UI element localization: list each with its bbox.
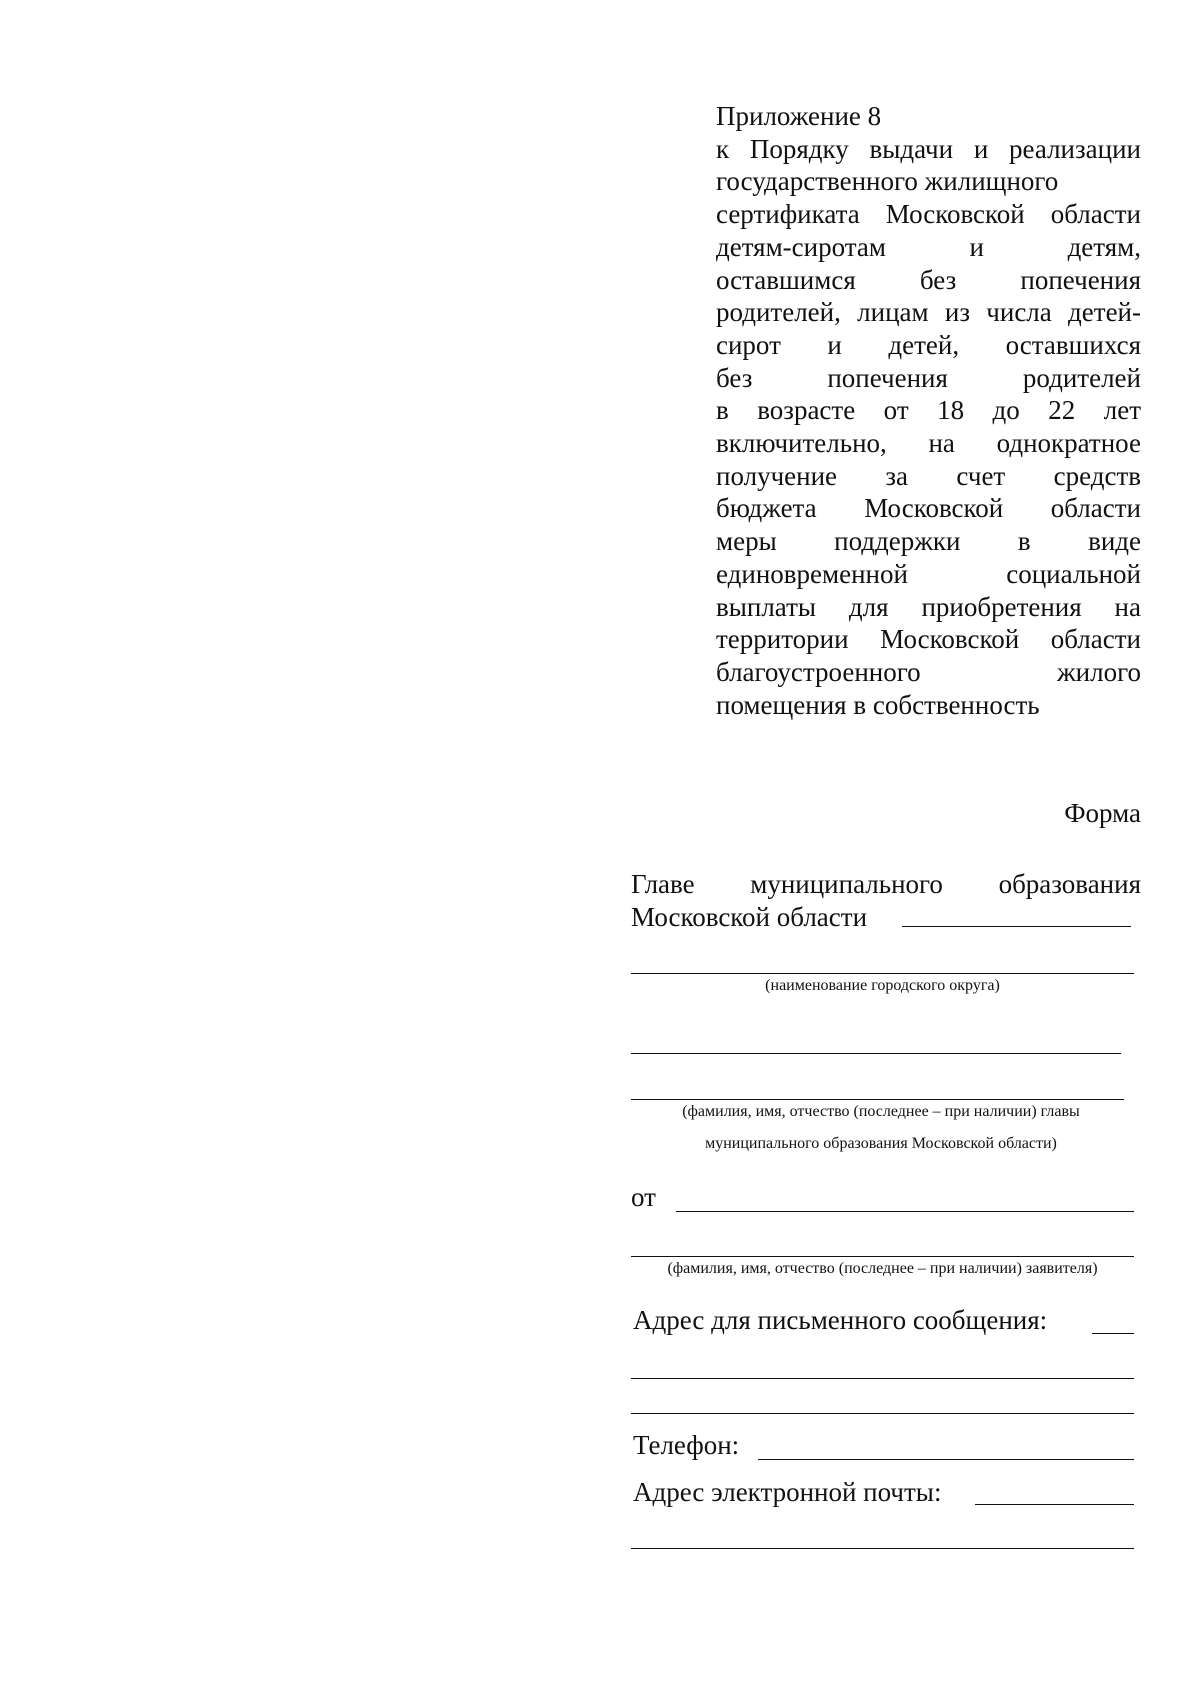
postal-address-line-3[interactable] xyxy=(631,1413,1134,1414)
appendix-line: сертификата Московской области xyxy=(716,199,1141,230)
appendix-line: к Порядку выдачи и реализации xyxy=(716,133,1141,164)
appendix-line: территории Московской области xyxy=(716,624,1141,655)
municipality-name-line[interactable] xyxy=(631,973,1134,974)
appendix-line: родителей, лицам из числа детей- xyxy=(716,297,1141,328)
municipality-caption: (наименование городского округа) xyxy=(765,977,1000,994)
appendix-line: сирот и детей, оставшихся xyxy=(716,329,1141,360)
appendix-line: выплаты для приобретения на xyxy=(716,591,1141,622)
addressee-line-2: Московской области xyxy=(631,902,868,932)
appendix-line: получение за счет средств xyxy=(716,460,1141,491)
appendix-line: благоустроенного жилого xyxy=(716,656,1141,687)
appendix-line: оставшимся без попечения xyxy=(716,264,1141,295)
head-caption-line-1: (фамилия, имя, отчество (последнее – при наличии) главы xyxy=(682,1103,1080,1120)
municipality-name-line-short[interactable] xyxy=(902,926,1131,927)
head-name-line-1[interactable] xyxy=(631,1053,1121,1054)
postal-address-line-1[interactable] xyxy=(1092,1333,1134,1334)
appendix-line: единовременной социальной xyxy=(716,558,1141,589)
email-line-1[interactable] xyxy=(975,1504,1134,1505)
appendix-header xyxy=(716,100,1141,721)
applicant-name-caption: (фамилия, имя, отчество (последнее – при наличии) заявителя) xyxy=(667,1260,1098,1277)
addressee-line-1: Главе муниципального образования xyxy=(631,869,1141,899)
applicant-name-line-2[interactable] xyxy=(631,1256,1134,1257)
from-label: от xyxy=(631,1182,656,1212)
form-label: Форма xyxy=(1064,798,1141,828)
head-caption-line-2: муниципального образования Московской области) xyxy=(705,1135,1057,1152)
applicant-name-line-1[interactable] xyxy=(676,1211,1134,1212)
appendix-line: меры поддержки в виде xyxy=(716,526,1141,557)
appendix-line: бюджета Московской области xyxy=(716,493,1141,524)
appendix-line: государственного жилищного xyxy=(716,166,1059,197)
appendix-line: детям-сиротам и детям, xyxy=(716,231,1141,262)
head-name-line-2[interactable] xyxy=(631,1099,1124,1100)
email-line-2[interactable] xyxy=(631,1548,1134,1549)
appendix-title: Приложение 8 xyxy=(716,101,882,131)
postal-address-line-2[interactable] xyxy=(631,1378,1134,1379)
appendix-line: без попечения родителей xyxy=(716,362,1141,393)
email-label: Адрес электронной почты: xyxy=(633,1477,942,1507)
appendix-line: помещения в собственность xyxy=(716,689,1040,720)
appendix-line: в возрасте от 18 до 22 лет xyxy=(716,395,1141,426)
phone-label: Телефон: xyxy=(633,1430,740,1460)
appendix-line: включительно, на однократное xyxy=(716,428,1141,459)
postal-address-label: Адрес для письменного сообщения: xyxy=(633,1305,1048,1335)
phone-line[interactable] xyxy=(758,1459,1134,1460)
